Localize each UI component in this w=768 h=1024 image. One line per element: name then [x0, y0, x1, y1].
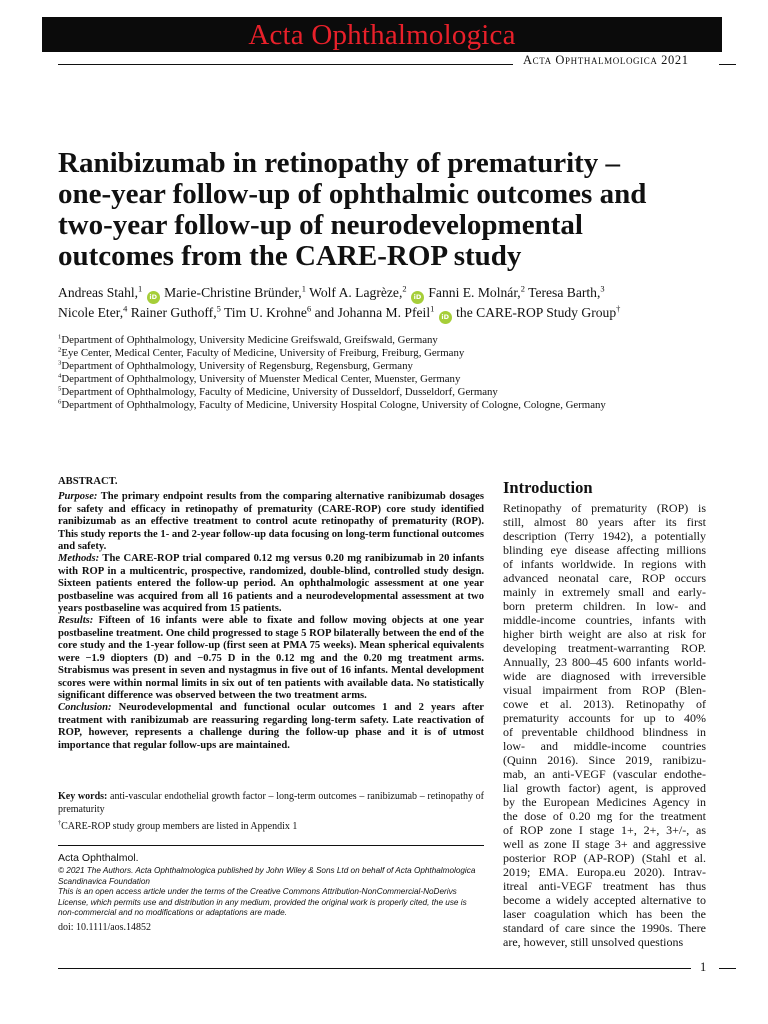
- introduction-line: mainly in extremely small and early-: [503, 585, 706, 599]
- abstract-section-text: The primary endpoint results from the comparing alternative ranibizumab dosages for safety and efficacy in retinopathy of prematurity (CARE-ROP) core study identified ranibizumab as an effective treatment to control acute retinopathy of prematurity (ROP). This study reports the 1- and 2-year follow-up data focusing on long-term functional outcomes and safety.: [58, 491, 484, 553]
- affiliation-text: Department of Ophthalmology, University of Muenster Medical Center, Muenster, Germany: [61, 373, 461, 386]
- affiliation: [58, 334, 738, 347]
- affiliation-number: 2: [58, 346, 62, 354]
- doi[interactable]: doi: 10.1111/aos.14852: [58, 922, 152, 933]
- abstract-conclusion: [58, 702, 484, 752]
- introduction-line: are, however, still unsolved questions: [503, 935, 684, 949]
- affiliation-number: 4: [58, 372, 62, 380]
- author-sup: 6: [306, 303, 312, 314]
- running-header: Acta Ophthalmologica 2021: [523, 53, 689, 67]
- introduction-line: blinding eye disease affecting millions: [503, 543, 706, 557]
- introduction-body: [503, 501, 706, 949]
- author-sup: 2: [520, 283, 525, 294]
- author-name: Wolf A. Lagrèze,: [309, 285, 403, 300]
- introduction-line: mab, an anti-VEGF (vascular endothe-: [503, 767, 706, 781]
- abstract-section-label: Conclusion:: [58, 702, 112, 714]
- license-text: [58, 866, 484, 919]
- introduction-line: standard of care since the 1990s. There: [503, 921, 706, 935]
- author-sup: 1: [430, 303, 435, 314]
- introduction-line: lial growth factor) agent, is approved: [503, 781, 706, 795]
- affiliation: [58, 399, 738, 412]
- author-name: Teresa Barth,: [528, 285, 601, 300]
- journal-name: Acta Ophthalmol.: [58, 852, 139, 864]
- introduction-line: low- and middle-income countries: [503, 739, 706, 753]
- title-line: Ranibizumab in retinopathy of prematurity –: [58, 147, 621, 179]
- abstract: [58, 476, 484, 752]
- abstract-purpose: [58, 491, 484, 553]
- affiliation: [58, 347, 738, 360]
- introduction-line: cowe et al. 2013). Retinopathy of: [503, 697, 706, 711]
- introduction-line: developing treatment-warranting ROP.: [503, 641, 706, 655]
- affiliation-number: 6: [58, 398, 62, 406]
- abstract-heading: ABSTRACT.: [58, 476, 118, 487]
- abstract-section-label: Purpose:: [58, 491, 98, 503]
- author-sup: 4: [123, 303, 128, 314]
- author-sup: 1: [301, 283, 306, 294]
- keywords-text: anti-vascular endothelial growth factor – long-term outcomes – ranibizumab – retinopathy of prematurity: [58, 791, 484, 815]
- title-line: two-year follow-up of neurodevelopmental: [58, 209, 583, 241]
- introduction-line: higher birth weight are also at risk for: [503, 627, 706, 641]
- keywords: [58, 790, 484, 816]
- affiliation-text: Eye Center, Medical Center, Faculty of Medicine, University of Freiburg, Freiburg, Germany: [61, 347, 465, 360]
- journal-info-rule: [58, 845, 484, 846]
- author-name: Rainer Guthoff,: [130, 305, 217, 320]
- page-number: 1: [700, 960, 707, 974]
- affiliation: [58, 360, 738, 373]
- footer-rule: [58, 968, 691, 969]
- author-name: and Johanna M. Pfeil: [314, 305, 431, 320]
- author-sup: 5: [216, 303, 221, 314]
- introduction-line: advanced neonatal care, ROP occurs: [503, 571, 706, 585]
- footnote: [58, 821, 484, 832]
- affiliation-text: Department of Ophthalmology, Faculty of Medicine, University Hospital Cologne, University of Cologne, Cologne, Germany: [61, 399, 606, 412]
- author-sup: 2: [402, 283, 407, 294]
- affiliation-list: [58, 334, 738, 413]
- header-rule: [58, 64, 513, 65]
- affiliation-text: Department of Ophthalmology, University Medicine Greifswald, Greifswald, Germany: [61, 334, 438, 346]
- abstract-section-text: Fifteen of 16 infants were able to fixate and follow moving objects at one year postbaseline treatment. One child progressed to stage 5 ROP bilaterally between the end of the core study and the 1-year follow-up (first seen at PMA 75 weeks). Mean spherical equivalents were −1.9 diopters (D) and −0.75 D in the 0.12 mg and the 0.20 mg treatment arms. Strabismus was present in seven and nystagmus in five out of 16 infants. Mental development scores were within normal limits in six out of ten patients with available data. No statistically significant difference was observed between the two treatment arms.: [58, 615, 484, 701]
- footnote-text: CARE-ROP study group members are listed in Appendix 1: [61, 821, 298, 832]
- introduction-line: 2019; EMA. Europa.eu 2020). Intrav-: [503, 865, 706, 879]
- introduction-line: wide are diagnosed with irreversible: [503, 669, 706, 683]
- abstract-section-label: Results:: [58, 615, 94, 627]
- abstract-section-label: Methods:: [58, 553, 100, 565]
- introduction-line: Retinopathy of prematurity (ROP) is: [503, 501, 706, 515]
- abstract-section-text: The CARE-ROP trial compared 0.12 mg versus 0.20 mg ranibizumab in 20 infants with ROP in a multicentric, prospective, randomized, double-blind, controlled study design. Sixteen patients entered the follow-up period. An ophthalmologic assessment at one year postbaseline was acquired from all 16 patients and a neurodevelopmental assessment at two years postbaseline was acquired from 15 patients.: [58, 553, 484, 615]
- open-access-notice: This is an open access article under the terms of the Creative Commons Attribution-NonCommercial-NoDerivs License, which permits use and distribution in any medium, provided the original work is properly cited, the use is non-commercial and no modifications or adaptations are made.: [58, 887, 467, 917]
- author-list: [58, 284, 748, 324]
- author-name: Andreas Stahl,: [58, 285, 139, 300]
- introduction-line: description (Terry 1942), a potentially: [503, 529, 706, 543]
- article-title: [58, 148, 718, 272]
- title-line: outcomes from the CARE-ROP study: [58, 240, 522, 272]
- title-line: one-year follow-up of ophthalmic outcomes and: [58, 178, 647, 210]
- introduction-line: laser coagulation which has been the: [503, 907, 706, 921]
- abstract-methods: [58, 553, 484, 615]
- introduction-line: still, almost 80 years after its first: [503, 515, 706, 529]
- author-sup: †: [616, 303, 621, 314]
- affiliation-number: 5: [58, 385, 62, 393]
- author-name: Marie-Christine Bründer,: [164, 285, 302, 300]
- introduction-line: well as zone II stage 3+ and aggressive: [503, 837, 706, 851]
- copyright-notice: © 2021 The Authors. Acta Ophthalmologica published by John Wiley & Sons Ltd on behalf of Acta Ophthalmologica Scandinavica Foundation: [58, 866, 476, 886]
- introduction-line: become a widely accepted alternative to: [503, 893, 706, 907]
- orcid-icon[interactable]: iD: [411, 291, 424, 304]
- affiliation-number: 1: [58, 333, 62, 341]
- journal-masthead: [42, 17, 722, 52]
- author-sup: 1: [138, 283, 143, 294]
- author-name: Fanni E. Molnár,: [428, 285, 521, 300]
- introduction-line: posterior ROP (AP-ROP) (Stahl et al.: [503, 851, 706, 865]
- keywords-label: Key words:: [58, 791, 108, 802]
- abstract-section-text: Neurodevelopmental and functional ocular outcomes 1 and 2 years after treatment with ranibizumab are reassuring regarding long-term safety. Late reactivation of ROP, however, represents a challenge during the follow-up phase and it is of utmost importance that regular follow-ups are maintained.: [58, 702, 484, 751]
- affiliation-text: Department of Ophthalmology, Faculty of Medicine, University of Dusseldorf, Dusseldorf, Germany: [61, 386, 498, 399]
- header-dash: [719, 64, 736, 65]
- abstract-results: [58, 615, 484, 702]
- introduction-line: of ROP zone I stage 1+, 2+, 3+/-, as: [503, 823, 706, 837]
- footer-dash: [719, 968, 736, 969]
- introduction-line: of infants worldwide. In regions with: [503, 557, 706, 571]
- introduction-line: by the European Medicines Agency in: [503, 795, 706, 809]
- introduction-line: prematurity accounts for up to 40%: [503, 711, 706, 725]
- introduction-line: visual impairment from ROP (Blen-: [503, 683, 706, 697]
- author-sup: 3: [600, 283, 605, 294]
- affiliation: [58, 373, 738, 386]
- introduction-heading: Introduction: [503, 478, 593, 497]
- author-name: the CARE-ROP Study Group: [456, 305, 617, 320]
- author-name: Nicole Eter,: [58, 305, 124, 320]
- affiliation: [58, 386, 738, 399]
- introduction-line: the dose of 0.20 mg for the treatment: [503, 809, 706, 823]
- author-line: [58, 304, 748, 324]
- introduction-line: (Quinn 2016). Since 2019, ranibizu-: [503, 753, 706, 767]
- affiliation-text: Department of Ophthalmology, University of Regensburg, Regensburg, Germany: [61, 360, 413, 373]
- orcid-icon[interactable]: iD: [147, 291, 160, 304]
- author-name: Tim U. Krohne: [223, 305, 307, 320]
- affiliation-number: 3: [58, 359, 62, 367]
- orcid-icon[interactable]: iD: [439, 311, 452, 324]
- introduction-line: Annually, 23 800–45 600 infants world-: [503, 655, 706, 669]
- introduction-line: itreal anti-VEGF treatment has thus: [503, 879, 706, 893]
- masthead-title: Acta Ophthalmologica: [248, 19, 516, 51]
- introduction-line: middle-income countries, infants with: [503, 613, 706, 627]
- introduction-line: born preterm children. In low- and: [503, 599, 706, 613]
- introduction-line: of preventable childhood blindness in: [503, 725, 706, 739]
- author-line: [58, 284, 748, 304]
- footnote-mark: †: [58, 819, 62, 827]
